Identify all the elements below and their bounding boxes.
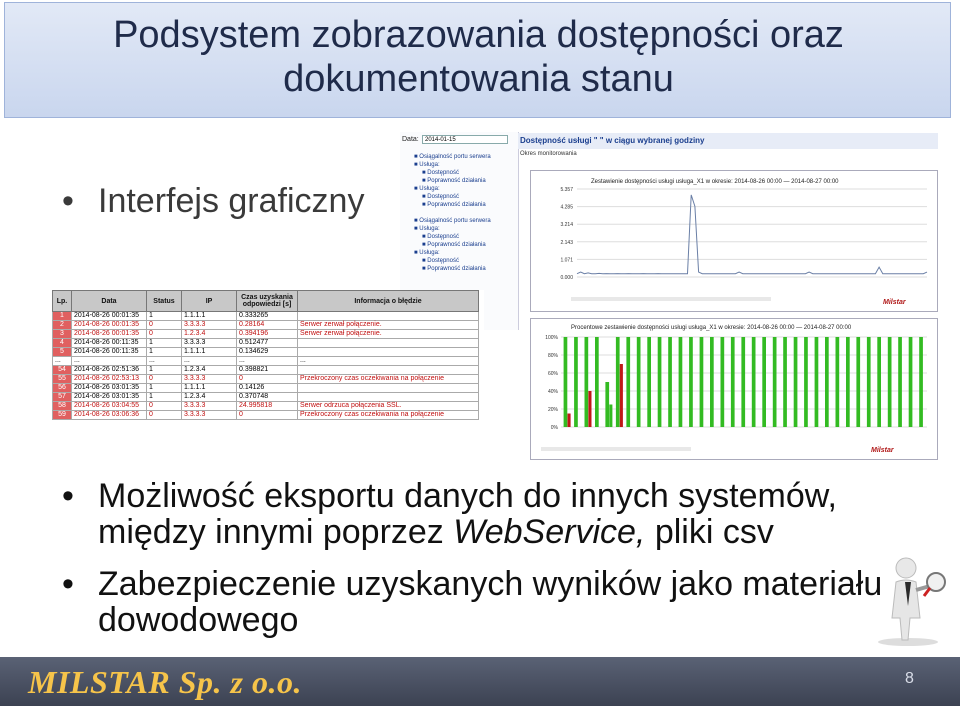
table-cell: 0.28164 [237,321,298,330]
data-table-wrap [52,290,484,438]
tree-item[interactable]: ■ Dostępność [422,258,459,264]
table-cell: 1.2.3.4 [182,366,237,375]
data-table [52,290,479,420]
company-logo: MILSTAR Sp. z o.o. [28,664,302,700]
tree-item[interactable]: ■ Poprawność działania [422,242,486,248]
bar [564,337,568,427]
y-tick-label: 100% [545,335,558,341]
bar-secondary [620,364,623,427]
bar [637,337,641,427]
bullet-dot-icon: • [62,565,74,603]
bar [710,337,714,427]
magnifier-person-icon [868,556,948,646]
bullet-evidence [62,565,883,639]
bar-chart [531,319,937,459]
slide-title [5,13,952,101]
dashboard-title: Dostępność usługi " " w ciągu wybranej godziny [520,136,705,145]
y-tick-label: 2.143 [560,239,573,246]
table-cell: 2014-08-26 00:11:35 [72,339,147,348]
table-cell: ... [298,357,479,366]
table-cell: 1.1.1.1 [182,384,237,393]
bullet-text-part: między innymi poprzez [98,513,454,551]
bullet-text-part: pliki csv [645,513,774,551]
table-cell: 3.3.3.3 [182,321,237,330]
bullet-dot-icon: • [62,182,74,220]
table-cell: 57 [53,393,72,402]
bar [605,382,609,427]
table-cell: 0.398821 [237,366,298,375]
bullet-dot-icon: • [62,477,74,515]
table-cell: 2014-08-26 02:51:36 [72,366,147,375]
y-tick-label: 80% [547,353,558,359]
table-cell: 1 [147,393,182,402]
tree-item[interactable]: ■ Usługa: [414,226,440,232]
table-cell [298,366,479,375]
table-cell: 2014-08-26 03:04:55 [72,402,147,411]
line-chart-title: Zestawienie dostępności usługi usługa_X1 w okresie: 2014-08-26 00:00 — 2014-08-27 00:00 [591,179,839,185]
table-header-cell[interactable]: Data [72,291,147,312]
y-tick-label: 1.071 [560,257,573,264]
y-tick-label: 0.000 [560,275,573,281]
bar [815,337,819,427]
y-tick-label: 40% [547,389,558,395]
legend [571,297,771,301]
tree-item[interactable]: ■ Poprawność działania [422,202,486,208]
bar-chart-title: Procentowe zestawienie dostępności usługi usługa_X1 w okresie: 2014-08-26 00:00 — 2014-08-27 00:00 [571,325,852,331]
table-header-cell[interactable]: Czas uzyskania odpowiedzi [s] [237,291,298,312]
table-header-cell[interactable]: Informacja o błędzie [298,291,479,312]
y-tick-label: 20% [547,407,558,413]
table-cell: 0.394196 [237,330,298,339]
bullet-text-line-2 [98,514,837,550]
table-cell: ... [182,357,237,366]
bar [909,337,913,427]
table-cell: Serwer zerwał połączenie. [298,330,479,339]
table-cell: 1 [147,348,182,357]
table-cell: 2014-08-26 00:01:35 [72,321,147,330]
bar [721,337,725,427]
bar-secondary [588,391,591,427]
table-cell: 3 [53,330,72,339]
bar [658,337,662,427]
bar [804,337,808,427]
table-header-cell[interactable]: IP [182,291,237,312]
table-row[interactable] [53,357,479,366]
table-header-cell[interactable]: Status [147,291,182,312]
bar [731,337,735,427]
y-tick-label: 4.285 [560,204,573,211]
table-cell: 3.3.3.3 [182,411,237,420]
bullet-text-line-1: Możliwość eksportu danych do innych systemów, [98,477,837,515]
page-number: 8 [905,670,914,687]
bar [919,337,923,427]
table-cell [298,393,479,402]
bar [836,337,840,427]
table-cell: 0 [147,330,182,339]
table-row[interactable] [53,402,479,411]
table-header-row [53,291,479,312]
table-cell: 2 [53,321,72,330]
table-cell [298,384,479,393]
table-cell: 0.134629 [237,348,298,357]
table-cell: 1.2.3.4 [182,330,237,339]
y-tick-label: 0% [550,425,558,431]
table-header-cell[interactable]: Lp. [53,291,72,312]
bar [668,337,672,427]
table-cell: 0 [237,411,298,420]
bar [825,337,829,427]
tree-item[interactable]: ■ Dostępność [422,194,459,200]
table-cell: 2014-08-26 03:01:35 [72,384,147,393]
y-tick-label: 5.357 [560,187,573,193]
table-row[interactable] [53,348,479,357]
bar [762,337,766,427]
bar [585,337,589,427]
bar [752,337,756,427]
table-row[interactable] [53,366,479,375]
table-cell: 0 [147,411,182,420]
table-cell: 0 [237,375,298,384]
table-cell: 0 [147,321,182,330]
bar [689,337,693,427]
table-cell: 0.333265 [237,312,298,321]
bar [679,337,683,427]
tree-item[interactable]: ■ Osiągalność portu serwera [414,154,491,160]
bar [867,337,871,427]
y-tick-label: 60% [547,371,558,377]
table-cell: 2014-08-26 02:53:13 [72,375,147,384]
bullet-text-webservice: WebService, [453,513,646,551]
table-cell: Serwer zerwał połączenie. [298,321,479,330]
table-cell: 0.512477 [237,339,298,348]
table-cell: ... [72,357,147,366]
table-cell: Serwer odrzuca połączenia SSL. [298,402,479,411]
line-chart [531,171,937,311]
bar-chart-frame [530,318,938,460]
table-cell: 5 [53,348,72,357]
bar [877,337,881,427]
bar [700,337,704,427]
table-cell: 2014-08-26 00:01:35 [72,312,147,321]
dashboard-subtitle: Okres monitorowania [520,151,577,157]
table-cell: 1 [147,384,182,393]
table-cell [298,312,479,321]
table-body [53,312,479,420]
bullet-text-line-1: Zabezpieczenie uzyskanych wyników jako materiału [98,565,883,603]
table-cell: ... [147,357,182,366]
tree-item[interactable]: ■ Dostępność [422,234,459,240]
table-cell: 56 [53,384,72,393]
table-row[interactable] [53,312,479,321]
table-cell: 1 [147,339,182,348]
tree-item[interactable]: ■ Poprawność działania [422,178,486,184]
table-row[interactable] [53,321,479,330]
date-input[interactable]: 2014-01-15 [422,135,508,144]
table-cell: 2014-08-26 00:01:35 [72,330,147,339]
tree-item[interactable]: ■ Usługa: [414,250,440,256]
table-row[interactable] [53,375,479,384]
bar [783,337,787,427]
bar-secondary [609,405,612,428]
table-cell: Przekroczony czas oczekiwania na połączenie [298,411,479,420]
table-cell: 24.995818 [237,402,298,411]
table-cell: 3.3.3.3 [182,339,237,348]
table-row[interactable] [53,330,479,339]
bar [647,337,651,427]
chart-brand-logo: Milstar [883,299,906,306]
table-cell: 59 [53,411,72,420]
bar [898,337,902,427]
table-cell: 4 [53,339,72,348]
table-cell [298,348,479,357]
table-cell: 0 [147,402,182,411]
table-cell: 1 [147,366,182,375]
table-cell: 3.3.3.3 [182,375,237,384]
bar [741,337,745,427]
table-cell: 3.3.3.3 [182,402,237,411]
table-cell: Przekroczony czas oczekiwania na połączenie [298,375,479,384]
table-row[interactable] [53,384,479,393]
table-cell: 1.1.1.1 [182,348,237,357]
table-cell: 1.2.3.4 [182,393,237,402]
table-cell [298,339,479,348]
bar [626,337,630,427]
bullet-text: Interfejs graficzny [98,182,365,220]
title-line-1: Podsystem zobrazowania dostępności oraz [113,14,844,56]
tree-item[interactable]: ■ Poprawność działania [422,266,486,272]
bar [616,337,620,427]
table-cell: 55 [53,375,72,384]
bar [595,337,599,427]
tree-item[interactable]: ■ Osiągalność portu serwera [414,218,491,224]
table-cell: 1 [53,312,72,321]
bar-secondary [568,414,571,428]
title-bar [4,2,951,118]
table-cell: 2014-08-26 00:11:35 [72,348,147,357]
bullet-text-line-2: dowodowego [98,601,299,639]
table-cell: 0 [147,375,182,384]
table-row[interactable] [53,411,479,420]
chart-brand-logo: Milstar [871,447,894,454]
table-cell: 2014-08-26 03:06:36 [72,411,147,420]
table-row[interactable] [53,393,479,402]
bar [888,337,892,427]
bar [846,337,850,427]
table-cell: ... [237,357,298,366]
tree-item[interactable]: ■ Usługa: [414,186,440,192]
y-tick-label: 3.214 [560,222,573,229]
table-cell: 54 [53,366,72,375]
date-label: Data: [402,136,419,143]
legend [541,447,691,451]
table-cell: 58 [53,402,72,411]
bar [574,337,578,427]
bar [856,337,860,427]
bar [794,337,798,427]
table-cell: 2014-08-26 03:01:35 [72,393,147,402]
tree-item[interactable]: ■ Dostępność [422,170,459,176]
bar [773,337,777,427]
table-cell: 0.14126 [237,384,298,393]
table-cell: 1 [147,312,182,321]
title-line-2: dokumentowania stanu [283,58,674,100]
bullet-interface [62,182,365,220]
table-cell: 1.1.1.1 [182,312,237,321]
tree-item[interactable]: ■ Usługa: [414,162,440,168]
table-row[interactable] [53,339,479,348]
table-cell: 0.370748 [237,393,298,402]
table-cell: ... [53,357,72,366]
bullet-export [62,477,837,551]
line-chart-frame [530,170,938,312]
